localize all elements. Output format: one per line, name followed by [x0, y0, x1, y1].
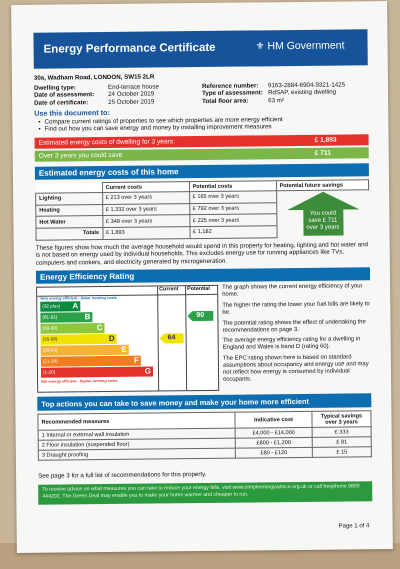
row-potential: £ 225 over 3 years — [189, 214, 276, 227]
estimated-costs-label: Estimated energy costs of dwelling for 3 years: — [38, 138, 175, 147]
potential-rating-arrow — [187, 311, 213, 321]
band-range: (21-38) — [42, 358, 58, 364]
band-f — [41, 356, 141, 367]
band-letter: G — [144, 366, 152, 376]
efficiency-text-2: The higher the rating the lower your fuel bills are likely to be. — [222, 301, 370, 316]
measure-saving: £ 15 — [312, 447, 371, 458]
arrow-line-3: over 3 years — [306, 224, 340, 231]
arrow-line-2: save £ 711 — [308, 217, 338, 224]
details-right — [202, 81, 372, 105]
band-a — [40, 301, 80, 311]
certificate-date-label: Date of certificate: — [34, 98, 89, 107]
rating-chart-header — [37, 286, 217, 297]
assessment-type-label: Type of assessment: — [202, 89, 263, 98]
rating-bands — [40, 301, 153, 379]
band-range: (1-20) — [42, 369, 56, 375]
band-range: (69-80) — [42, 325, 58, 331]
floor-area-value: 63 m² — [268, 96, 285, 105]
epc-document — [11, 1, 393, 553]
efficiency-text-5: The EPC rating shown here is based on standard assumptions about occupancy and energy use and may not reflect how energy is consumed by individual occupants. — [222, 354, 369, 383]
gov-brand: HM Government — [267, 39, 345, 53]
actions-col-savings: Typical savings over 3 years — [312, 411, 371, 428]
costs-col-blank — [36, 183, 103, 194]
band-g — [41, 367, 153, 378]
costs-note: These figures show how much the average household would spend in this property for heating, lighting and hot water and is not based on energy used by individual households. This excludes energy use for running appliances like TVs, computers and cookers, and electricity generated by microgeneration. — [35, 241, 368, 267]
current-rating-arrow — [160, 333, 184, 343]
use-doc-bullet-1: • Compare current ratings of properties to see which properties are more energy efficient — [38, 115, 368, 126]
measure-cost: £80 - £120 — [235, 447, 312, 458]
row-potential: £ 792 over 3 years — [189, 202, 276, 215]
rating-col-potential: Potential — [187, 285, 210, 293]
title-bar — [33, 29, 367, 68]
efficiency-explanation — [222, 283, 371, 383]
use-doc-list — [38, 115, 368, 133]
rating-bottom-note: Not energy efficient - higher running costs — [41, 378, 118, 384]
efficiency-text-1: The graph shows the current energy efficiency of your home. — [222, 283, 363, 298]
savings-value: £ 711 — [314, 149, 331, 157]
estimated-costs-bar — [35, 134, 369, 148]
efficiency-text-4: The average energy efficiency rating for a dwelling in England and Wales is band D (rating 60). — [222, 336, 361, 352]
table-row — [38, 447, 371, 460]
band-letter: E — [121, 344, 127, 354]
savings-arrow-cell — [276, 190, 369, 237]
totals-current: £ 1,893 — [102, 227, 189, 240]
row-current: £ 1,332 over 3 years — [102, 203, 189, 216]
totals-potential: £ 1,182 — [189, 226, 276, 239]
see-page-note: See page 3 for a full list of recommendations for this property. — [38, 470, 207, 480]
band-letter: B — [84, 312, 91, 322]
band-range: (81-91) — [42, 314, 58, 320]
measure-name: 2 Floor insulation (suspended floor) — [38, 438, 235, 450]
actions-heading-bar — [37, 393, 371, 410]
band-range: (55-68) — [42, 336, 58, 342]
band-range: (39-54) — [42, 347, 58, 353]
measure-saving: £ 81 — [312, 437, 371, 448]
measure-cost: £800 - £1,200 — [235, 437, 312, 448]
advice-footer — [38, 481, 372, 504]
use-doc-bullet-2: • Find out how you can save energy and money by installing improvement measures — [38, 123, 368, 134]
floor-area-label: Total floor area: — [202, 97, 249, 105]
measure-saving: £ 333 — [312, 427, 371, 438]
row-label: Hot Water — [36, 216, 103, 228]
estimated-costs-value: £ 1,893 — [314, 136, 337, 144]
page-number: Page 1 of 4 — [338, 523, 370, 530]
actions-heading: Top actions you can take to save money and make your home more efficient — [41, 396, 310, 409]
band-range: (92 plus) — [42, 303, 61, 309]
assessment-date-label: Date of assessment: — [34, 91, 95, 100]
band-c — [40, 323, 104, 334]
costs-col-potential: Potential costs — [189, 181, 276, 192]
savings-bar — [35, 147, 369, 161]
current-rating-value: 64 — [167, 334, 176, 342]
row-label: Lighting — [36, 193, 103, 205]
use-doc-heading: Use this document to: — [34, 107, 110, 118]
band-letter: D — [108, 333, 115, 343]
rating-chart — [36, 285, 219, 393]
measure-cost: £4,000 - £14,000 — [235, 427, 312, 438]
band-letter: C — [96, 323, 103, 333]
costs-table — [35, 179, 370, 240]
gov-logo — [256, 39, 345, 52]
band-d — [41, 334, 117, 345]
row-current: £ 348 over 3 years — [102, 215, 189, 228]
dwelling-type-value: End-terrace house — [107, 83, 159, 91]
property-address: 30a, Wadham Road, LONDON, SW15 2LR — [33, 73, 155, 82]
actions-col-cost: Indicative cost — [235, 411, 312, 428]
actions-col-measures: Recommended measures — [38, 412, 235, 430]
costs-col-savings: Potential future savings — [276, 180, 369, 191]
efficiency-heading: Energy Efficiency Rating — [39, 271, 135, 282]
actions-table — [37, 410, 371, 460]
rating-top-note: Very energy efficient - lower running costs — [40, 295, 117, 301]
row-current: £ 213 over 3 years — [102, 192, 189, 205]
details-left — [34, 83, 204, 107]
band-letter: F — [133, 355, 139, 365]
efficiency-text-3: The potential rating shows the effect of undertaking the recommendations on page 3. — [222, 318, 366, 334]
measure-name: 1 Internal or external wall insulation — [38, 428, 235, 440]
crest-icon: ⚜ — [255, 41, 265, 53]
costs-heading: Estimated energy costs of this home — [38, 167, 179, 178]
arrow-line-1: You could — [309, 210, 336, 217]
savings-label: Over 3 years you could save — [38, 151, 123, 160]
costs-col-current: Current costs — [102, 182, 189, 193]
assessment-date-value: 24 October 2019 — [108, 90, 155, 99]
dwelling-type-label: Dwelling type: — [33, 84, 77, 92]
efficiency-heading-bar — [36, 267, 370, 283]
reference-label: Reference number: — [201, 82, 259, 90]
band-letter: A — [72, 301, 79, 311]
row-potential: £ 165 over 3 years — [189, 191, 276, 204]
page-title: Energy Performance Certificate — [43, 41, 216, 56]
band-e — [41, 345, 129, 356]
assessment-type-value: RdSAP, existing dwelling — [268, 88, 337, 97]
rating-col-current: Current — [159, 286, 179, 293]
reference-value: 9163-2884-6904-9321-1425 — [267, 81, 346, 90]
advice-text: To receive advice on what measures you can take to reduce your energy bills, visit www.simpleenergyadvice.org.uk or call freephone 0800 444202. The Green Deal may enable you to make your home warmer and cheaper to run. — [42, 483, 360, 500]
row-label: Heating — [36, 204, 103, 216]
potential-rating-value: 90 — [196, 311, 205, 320]
costs-heading-bar — [35, 163, 369, 179]
band-b — [40, 312, 92, 323]
measure-name: 3 Draught proofing — [38, 448, 235, 460]
totals-label: Totals — [36, 227, 103, 239]
certificate-date-value: 25 October 2019 — [108, 98, 155, 106]
